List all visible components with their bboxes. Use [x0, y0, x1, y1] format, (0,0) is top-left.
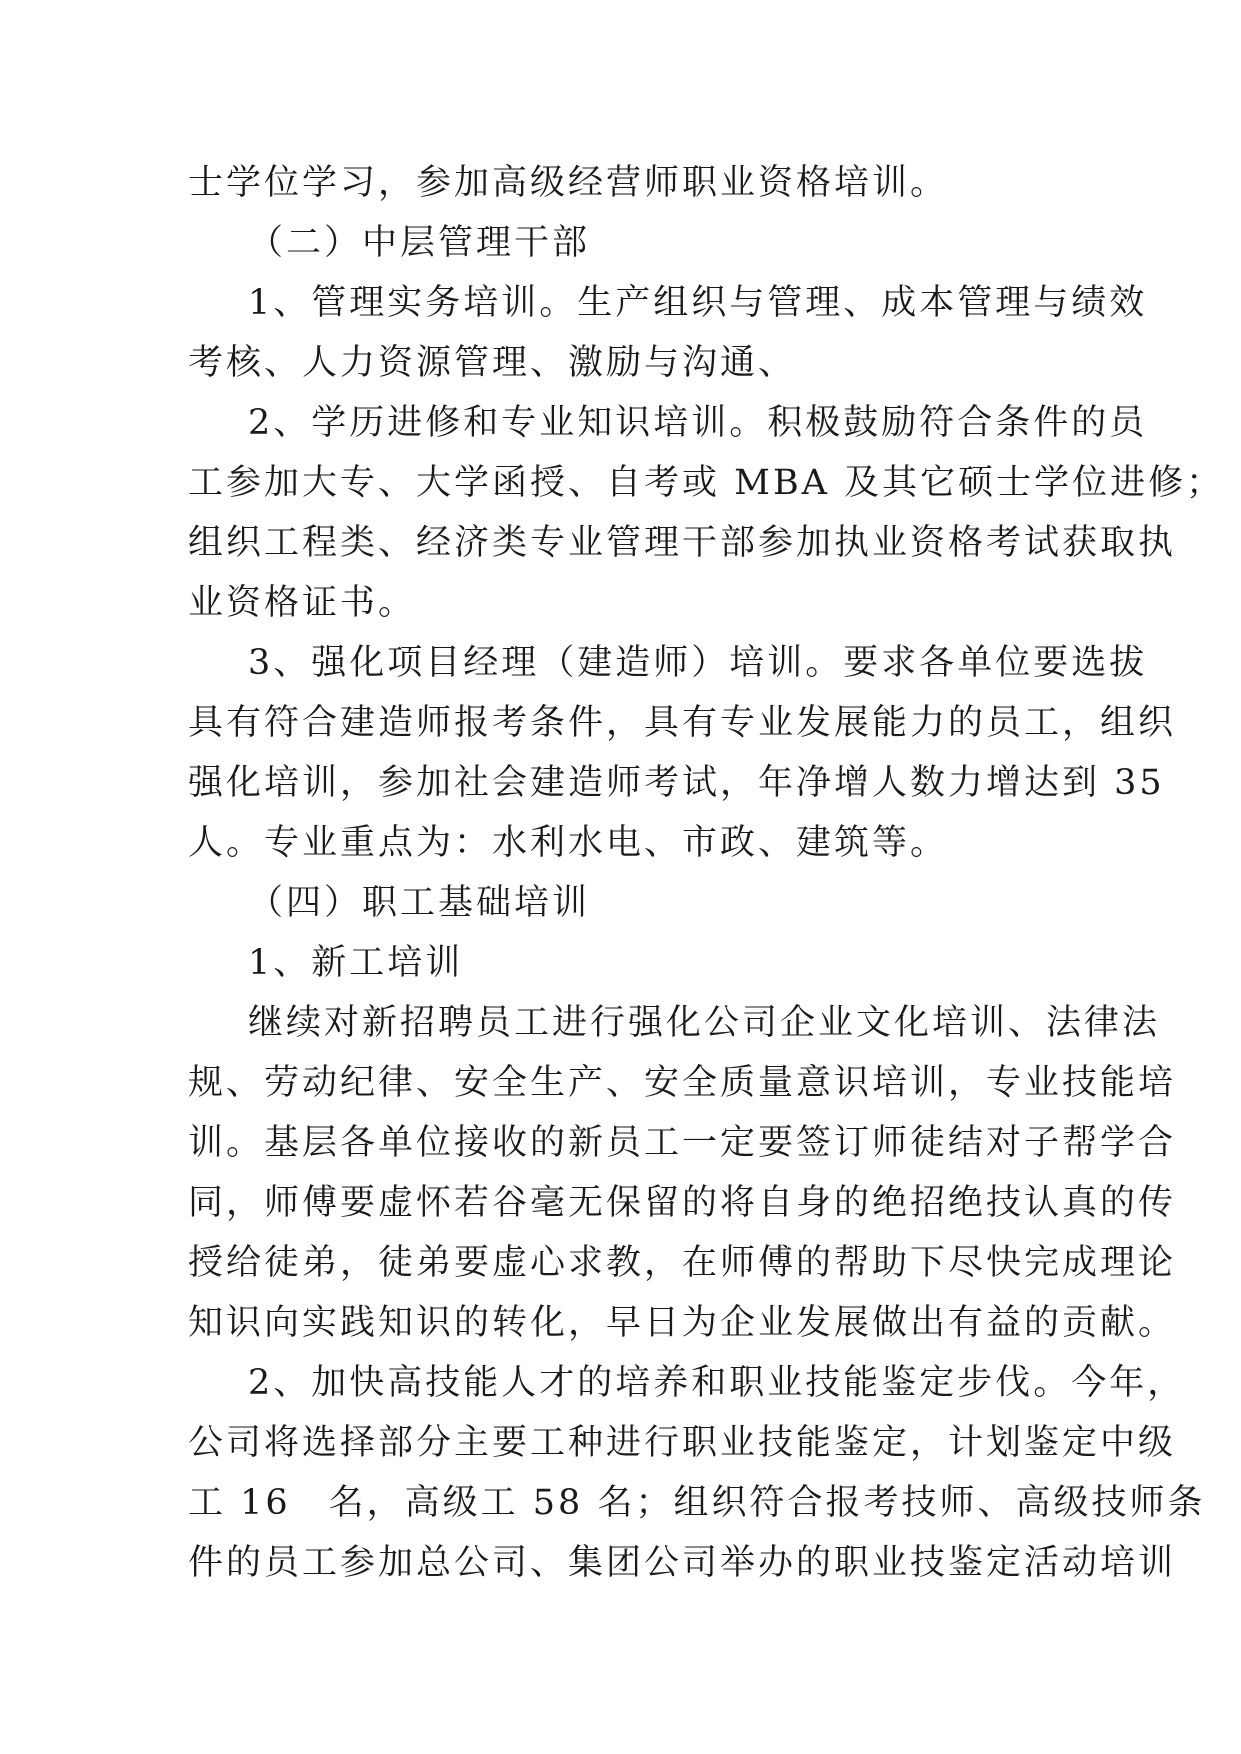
- text-line: 继续对新招聘员工进行强化公司企业文化培训、法律法: [248, 1003, 1161, 1043]
- text-line: 知识向实践知识的转化，早日为企业发展做出有益的贡献。: [188, 1303, 1177, 1343]
- text-line: 训。基层各单位接收的新员工一定要签订师徒结对子帮学合: [188, 1123, 1177, 1163]
- text-line: 业资格证书。: [188, 583, 417, 623]
- text-line: 工参加大专、大学函授、自考或 MBA 及其它硕士学位进修；: [188, 463, 1225, 503]
- text-line: 人。专业重点为：水利水电、市政、建筑等。: [188, 823, 949, 863]
- text-line: 1、管理实务培训。生产组织与管理、成本管理与绩效: [248, 283, 1148, 323]
- text-line: 考核、人力资源管理、激励与沟通、: [188, 343, 797, 383]
- text-line: 同，师傅要虚怀若谷毫无保留的将自身的绝招绝技认真的传: [188, 1183, 1177, 1223]
- text-line: 组织工程类、经济类专业管理干部参加执业资格考试获取执: [188, 523, 1177, 563]
- text-line: 工 16 名，高级工 58 名；组织符合报考技师、高级技师条: [188, 1483, 1206, 1523]
- text-line: 士学位学习，参加高级经营师职业资格培训。: [188, 163, 949, 203]
- text-line: 具有符合建造师报考条件，具有专业发展能力的员工，组织: [188, 703, 1177, 743]
- text-line: 2、学历进修和专业知识培训。积极鼓励符合条件的员: [248, 403, 1148, 443]
- text-line: 授给徒弟，徒弟要虚心求教，在师傅的帮助下尽快完成理论: [188, 1243, 1177, 1283]
- text-line: 规、劳动纪律、安全生产、安全质量意识培训，专业技能培: [188, 1063, 1177, 1103]
- section-heading: （四）职工基础培训: [248, 883, 591, 923]
- text-line: 1、新工培训: [248, 943, 464, 983]
- text-line: 公司将选择部分主要工种进行职业技能鉴定，计划鉴定中级: [188, 1423, 1177, 1463]
- text-line: 2、加快高技能人才的培养和职业技能鉴定步伐。今年，: [248, 1363, 1186, 1403]
- section-heading: （二）中层管理干部: [248, 223, 591, 263]
- text-line: 件的员工参加总公司、集团公司举办的职业技鉴定活动培训: [188, 1543, 1177, 1583]
- text-line: 3、强化项目经理（建造师）培训。要求各单位要选拔: [248, 643, 1148, 683]
- text-line: 强化培训，参加社会建造师考试，年净增人数力增达到 35: [188, 763, 1165, 803]
